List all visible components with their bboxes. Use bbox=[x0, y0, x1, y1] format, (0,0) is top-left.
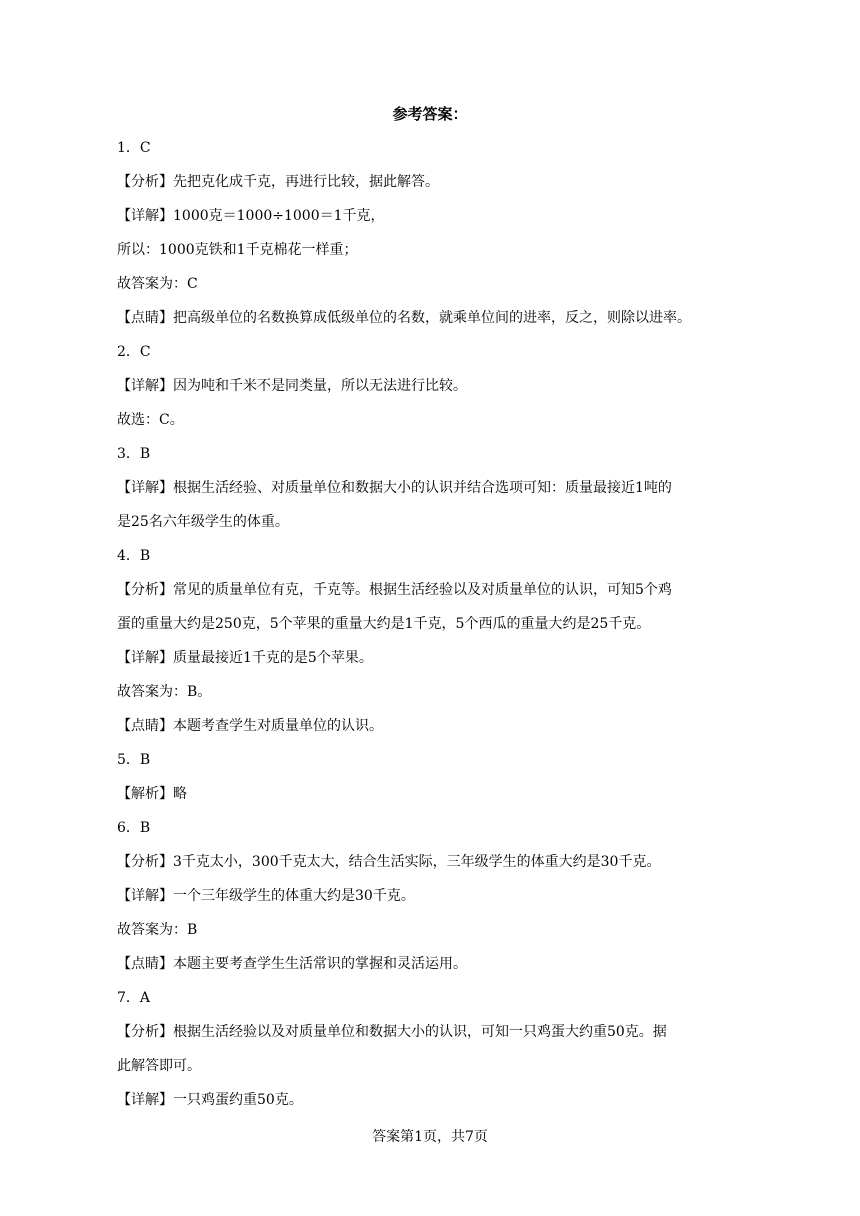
answer-line: 【分析】常见的质量单位有克，千克等。根据生活经验以及对质量单位的认识，可知5个鸡 bbox=[117, 582, 672, 598]
answer-line: 【分析】先把克化成千克，再进行比较，据此解答。 bbox=[117, 174, 439, 190]
answer-line: 故答案为：B bbox=[117, 922, 198, 938]
answer-line: 【详解】一只鸡蛋约重50克。 bbox=[117, 1092, 303, 1108]
answer-line: 故选：C。 bbox=[117, 412, 184, 428]
answer-line: 所以：1000克铁和1千克棉花一样重； bbox=[117, 242, 358, 258]
answer-line: 4．B bbox=[117, 548, 151, 564]
answer-line: 【详解】因为吨和千米不是同类量，所以无法进行比较。 bbox=[117, 378, 467, 394]
answer-line: 6．B bbox=[117, 820, 151, 836]
answer-line: 3．B bbox=[117, 446, 151, 462]
answer-line: 1．C bbox=[117, 140, 151, 156]
answer-content bbox=[117, 131, 747, 1117]
answer-line: 5．B bbox=[117, 752, 151, 768]
page-footer: 答案第1页，共7页 bbox=[372, 1129, 488, 1145]
answer-line: 此解答即可。 bbox=[117, 1058, 201, 1074]
answer-line: 【点睛】本题考查学生对质量单位的认识。 bbox=[117, 718, 383, 734]
answer-line: 【详解】1000克＝1000÷1000＝1千克， bbox=[117, 208, 385, 224]
answer-line: 【点睛】把高级单位的名数换算成低级单位的名数，就乘单位间的进率，反之，则除以进率。 bbox=[117, 310, 691, 326]
answer-line: 2．C bbox=[117, 344, 151, 360]
answer-line: 故答案为：B。 bbox=[117, 684, 212, 700]
answer-line: 是25名六年级学生的体重。 bbox=[117, 514, 289, 530]
answer-line: 7．A bbox=[117, 990, 151, 1006]
answer-line: 【解析】略 bbox=[117, 786, 187, 802]
answer-line: 故答案为：C bbox=[117, 276, 198, 292]
answer-line: 蛋的重量大约是250克，5个苹果的重量大约是1千克，5个西瓜的重量大约是25千克。 bbox=[117, 616, 651, 632]
answer-line: 【详解】一个三年级学生的体重大约是30千克。 bbox=[117, 888, 415, 904]
answer-line: 【分析】根据生活经验以及对质量单位和数据大小的认识，可知一只鸡蛋大约重50克。据 bbox=[117, 1024, 667, 1040]
answer-line: 【详解】根据生活经验、对质量单位和数据大小的认识并结合选项可知：质量最接近1吨的 bbox=[117, 480, 672, 496]
answer-line: 【分析】3千克太小，300千克太大，结合生活实际，三年级学生的体重大约是30千克。 bbox=[117, 854, 661, 870]
page-title: 参考答案： bbox=[392, 105, 468, 123]
answer-line: 【详解】质量最接近1千克的是5个苹果。 bbox=[117, 650, 373, 666]
answer-line: 【点睛】本题主要考查学生生活常识的掌握和灵活运用。 bbox=[117, 956, 467, 972]
